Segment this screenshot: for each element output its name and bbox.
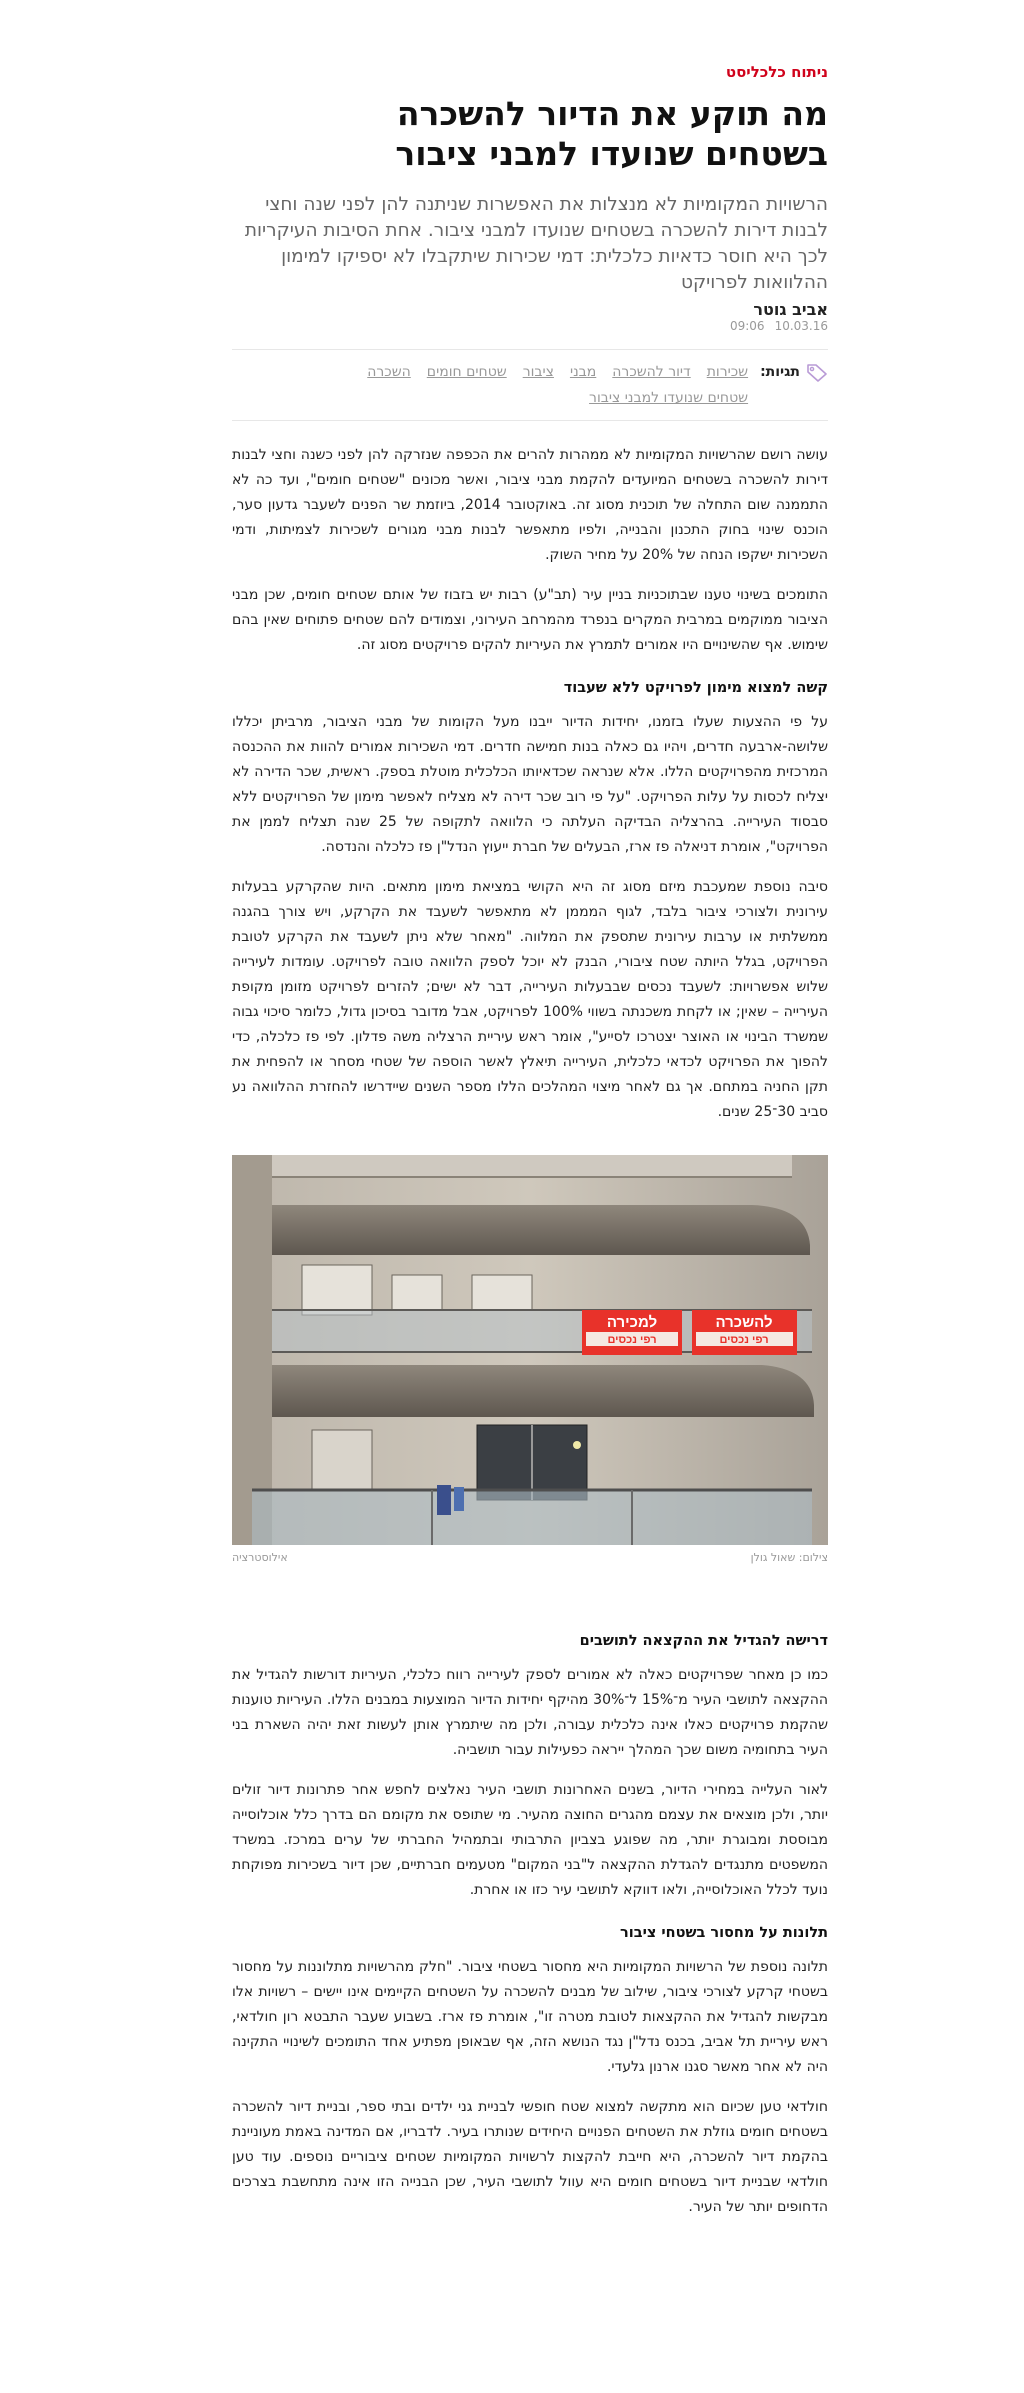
body-paragraph: לאור העלייה במחירי הדיור, בשנים האחרונות תושבי העיר נאלצים לחפש אחר פתרונות דיור זולים יותר, ולכן מוצאים את עצמם מהגרים החוצה מהעיר. מי שתופס את מקומם הם בדרך כלל אוכלוסייה מבוססת ומבוגרת יותר, מה שפוגע בצביון התרבותי ובתמהיל החברתי של ערים במרכז. במשרד המשפטים מתנגדים להגדלת ההקצאה ל"בני המקום" מטעמים חברתיים, שכן דיור בשכירות מפוקחת נועד לכלל האוכלוסייה, ולאו דווקא לתושבי עיר כזו או אחרת.: [232, 1782, 828, 1898]
body-paragraph: התומכים בשינוי טענו שבתוכניות בניין עיר (תב"ע) רבות יש בזבוז של אותם שטחים חומים, שכן מבני הציבור ממוקמים במרבית המקרים בנפרד מהמרחב העירוני, וצמודים להם שטחים פתוחים שאין בהם שימוש. אף שהשינויים היו אמורים לתמרץ את העיריות להקים פרויקטים מסוג זה.: [232, 587, 828, 653]
body-paragraph: על פי ההצעות שעלו בזמנו, יחידות הדיור ייבנו מעל הקומות של מבני הציבור, מרביתן יכללו שלושה-ארבעה חדרים, ויהיו גם כאלה בנות חמישה חדרים. דמי השכירות אמורים להוות את ההכנסה המרכזית מהפרויקטים הללו. אלא שנראה שכדאיותו הכלכלית מוטלת בספק. ראשית, שכר הדירה לא יצליח לכסות על עלות הפרויקט. "על פי רוב שכר דירה לא מצליח לאפשר מימון של הפרויקטים ללא סבסוד העירייה. בהרצליה הבדיקה העלתה כי הלוואה לתקופה של 25 שנה תצליח לממן את הפרויקט", אומרת דניאלה פז ארז, הבעלים של חברת ייעוץ הנדל"ן פז כלכלה והנדסה.: [232, 714, 828, 855]
body-paragraph: חולדאי טען שכיום הוא מתקשה למצוא שטח חופשי לבניית גני ילדים ובתי ספר, ובניית דיור להשכרה בשטחים חומים גוזלת את השטחים הפנויים היחידים שנותרו בעיר. לדבריו, אם המדינה באמת מעוניינת בהקמת דיור להשכרה, היא חייבת להקצות לרשויות המקומיות שטחים ציבוריים נוספים. עוד טען חולדאי שבניית דיור בשטחים חומים היא עוול לתושבי העיר, שכן הבנייה הזו אינה מתחשבת בצרכים הדחופים יותר של העיר.: [232, 2099, 828, 2215]
for-sale-sign: [582, 1310, 682, 1355]
tag-link[interactable]: דיור להשכרה: [612, 364, 691, 380]
byline: [232, 300, 828, 319]
publish-time: 09:06: [729, 319, 765, 333]
tags-label: תגיות:: [760, 364, 800, 380]
sign-sale-title: למכירה: [606, 1314, 658, 1331]
tag-link[interactable]: השכרה: [367, 364, 411, 380]
tag-link[interactable]: שכירות: [706, 364, 749, 380]
sign-sale-agency: רפי נכסים: [607, 1334, 657, 1346]
section-heading: קשה למצוא מימון לפרויקט ללא שעבוד: [563, 680, 828, 696]
body-paragraph: כמו כן מאחר שפרויקטים כאלה לא אמורים לספק לעירייה רווח כלכלי, העיריות דורשות להגדיל את ההקצאה לתושבי העיר מ־15% ל־30% מהיקף יחידות הדיור המוצעות במבנים הללו. העיריות טוענות שהקמת פרויקטים כאלו אינה כלכלית עבורה, ולכן מה שיתמרץ אותן לעשות זאת יהיה השארת בני העיר בתחומיה משום שכך המהלך ייראה כפעילות עבור תושביה.: [232, 1667, 829, 1758]
tag-link[interactable]: מבני: [569, 364, 597, 380]
sign-rent-title: להשכרה: [715, 1314, 773, 1331]
body-paragraph: עושה רושם שהרשויות המקומיות לא ממהרות להרים את הכפפה שנזרקה להן לפני כשנה וחצי לבנות דירות להשכרה בשטחים המיועדים להקמת מבני ציבור, ואשר מכונים "שטחים חומים", ועד כה לא התממנה שום התחלה של תוכנית מסוג זה. באוקטובר 2014, ביוזמת שר הפנים לשעבר גדעון סער, הוכנס שינוי בחוק התכנון והבנייה, ולפיו מתאפשר לבנות מבני מגורים לשכירות לצמיתות, ודמי השכירות ישקפו הנחה של 20% על מחיר השוק.: [232, 447, 828, 563]
tag-list: [232, 362, 748, 408]
section-heading: תלונות על מחסור בשטחי ציבור: [620, 1925, 828, 1941]
sign-rent-agency: רפי נכסים: [719, 1334, 769, 1346]
article-photo[interactable]: [232, 1155, 828, 1545]
photo-credit: צילום: שאול גולן: [750, 1551, 828, 1564]
publish-datetime: [232, 319, 828, 333]
headline-line-1: מה תוקע את הדיור להשכרה: [396, 94, 828, 133]
article-kicker[interactable]: ניתוח כלכליסט: [725, 63, 828, 81]
photo-caption: [232, 1551, 828, 1567]
tag-icon: [806, 362, 828, 382]
tags-header: [748, 362, 828, 382]
tags-bar: [232, 349, 828, 421]
article: [232, 0, 828, 2235]
article-subhead: הרשויות המקומיות לא מנצלות את האפשרות שניתנה להן לפני שנה וחצי לבנות דירות להשכרה בשטחים שנועדו למבני ציבור. אחת הסיבות העיקריות לכך היא חוסר כדאיות כלכלית: דמי שכירות שיתקבלו לא יספיקו למימון ההלוואות לפרויקט: [244, 194, 828, 293]
author-name[interactable]: אביב גוטר: [753, 300, 828, 319]
page-title: [232, 94, 828, 174]
photo-label: אילוסטרציה: [232, 1551, 288, 1564]
tag-link[interactable]: ציבור: [522, 364, 554, 380]
building-illustration: [232, 1155, 828, 1545]
publish-date: 10.03.16: [774, 319, 828, 333]
tag-link[interactable]: שטחים שנועדו למבני ציבור: [589, 390, 749, 406]
body-paragraph: תלונה נוספת של הרשויות המקומיות היא מחסור בשטחי ציבור. "חלק מהרשויות מתלוננות על מחסור בשטחי קרקע לצורכי ציבור, שילוב של מבנים להשכרה על השטחים הקיימים אינו יישים – רשויות אלו מבקשות להגדיל את ההקצאות לטובת מטרה זו", אומרת פז ארז. בשבוע שעבר התבטא רון חולדאי, ראש עיריית תל אביב, בכנס נדל"ן נגד הנושא הזה, אף שבאופן מפתיע אחד התומכים לשינויי התקינה היה לא אחר מאשר סגנו ארנון גלעדי.: [232, 1959, 828, 2075]
article-body: [232, 443, 828, 2220]
body-paragraph: סיבה נוספת שמעכבת מיזם מסוג זה היא הקושי במציאת מימון מתאים. היות שהקרקע בבעלות עירונית ולצורכי ציבור בלבד, לגוף המממן לא מתאפשר לשעבד את הקרקע, ויש צורך בהגנה ממשלתית או ערבות עירונית שתספק את המלווה. "מאחר שלא ניתן לשעבד את הקרקע לטובת הפרויקט, בגלל היותה שטח ציבורי, הבנק לא יוכל לספק הלוואה טובה לפרויקט. עומדות לעירייה שלוש אפשרויות: לשעבד נכסים שבבעלות העירייה, דבר לא ישים; להזרים לפרויקט מזומן מקופת העירייה – שאין; או לקחת משכנתה בשווי 100% לפרויקט, אבל מדובר בסיכון גדול, כלומר סיכוי גבוה שמשרד הבינוי או האוצר יצטרכו לסייע", אומר ראש עיריית הרצליה משה פדלון. לפי פז כלכלה, כדי להפוך את הפרויקט לכדאי כלכלית, העירייה תיאלץ לאשר הוספה של שטחי מסחר או להפחית את תקן החניה במתחם. אך גם לאחר מיצוי המהלכים הללו מספר השנים שיידרשו להחזרת ההלוואה נע סביב 30־25 שנים.: [232, 879, 828, 1120]
tag-link[interactable]: שטחים חומים: [426, 364, 507, 380]
section-heading: דרישה להגדיל את ההקצאה לתושבים: [579, 1633, 828, 1649]
for-rent-sign: [692, 1310, 797, 1355]
headline-line-2: בשטחים שנועדו למבני ציבור: [395, 134, 828, 173]
